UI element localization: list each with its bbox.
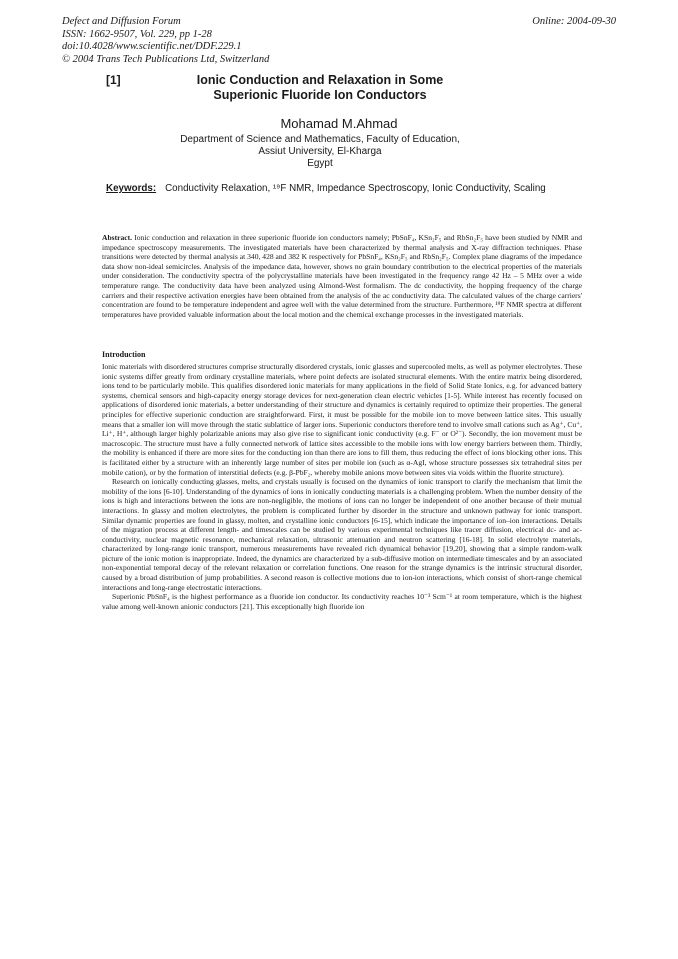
doi-line: doi:10.4028/www.scientific.net/DDF.229.1: [62, 41, 242, 52]
paper-title: Ionic Conduction and Relaxation in Some Superionic Fluoride Ion Conductors: [196, 73, 444, 102]
introduction-heading: Introduction: [102, 350, 146, 359]
intro-paragraph-1: Ionic materials with disordered structures comprise structurally disordered crystals, ionic glasses and supercooled melts, as well as polymer electrolytes. These ionic systems differ greatly from ordinary crystalline materials, where point defects are isolated structural elements. With the entire matrix being disordered, ions tend to be particularly mobile. This qualifies disordered ionic materials for many applications in the field of Solid State Ionics, e.g. for advanced battery systems, chemical sensors and high-capacity energy storage devices for next-generation clean electric vehicles [1-5]. While interest has recently focused on applications of disordered ionic materials, a better understanding of their structure and dynamics is certainly required to optimize their properties. The general principles for effective superionic conduction are straightforward. First, it must be possible for the mobile ion to move between lattice sites. This usually means that a smaller ion will move through the static sublattice of larger ions. Superionic conductors therefore tend to involve small cations such as Ag⁺, Cu⁺, Li⁺, H⁺, although larger highly polarizable anions may also give rise to significant ionic conductivity (e.g. F⁻ or O²⁻). Secondly, the ion movement must be macroscopic. The structure must have a fully connected network of lattice sites accessible to the mobile ions with low energy barriers between them. Thirdly, the mobility is enhanced if there are more sites for the conducting ion than there are ions to fill them, thus reducing the effect of ions blocking other ions. This is facilitated either by a structure with an inherently large number of sites per mobile ion (such as α-AgI, whose structure possesses six tetrahedral sites per mobile cation), or by the formation of interstitial defects (e.g. β-PbF₂, whereby mobile anions move between sites via voids within the fluorite structure).: [102, 362, 582, 477]
journal-name: Defect and Diffusion Forum: [62, 16, 181, 27]
keywords-label: Keywords:: [106, 183, 157, 194]
abstract-label: Abstract.: [102, 233, 132, 242]
abstract: [102, 233, 582, 319]
copyright-line: © 2004 Trans Tech Publications Ltd, Switzerland: [62, 53, 270, 65]
issn-line: ISSN: 1662-9507, Vol. 229, pp 1-28: [62, 28, 212, 40]
abstract-text: Ionic conduction and relaxation in three superionic fluoride ion conductors namely; PbSnF₄, KSn₂F₅ and RbSn₂F₅ have been studied by NMR and impedance spectroscopy measurements. The investigated materials have been characterized by thermal analysis and X-ray diffraction techniques. Phase transitions were detected by thermal analysis at 340, 428 and 382 K respectively for PbSnF₄, KSn₂F₅ and RbSn₂F₅. Complex plane diagrams of the impedance data show non-ideal semicircles. Analysis of the impedance data, however, shows no grain boundary contribution to the electrical properties of the materials under consideration. The conductivity spectra of the polycrystalline materials have been investigated in the frequency range 42 Hz – 5 MHz over a wide temperature range. The conductivity data have been analyzed using Almond-West formalism. The dc conductivity, the hopping frequency of the charge carriers and their respective activation energies have been obtained from the analysis of the ac conductivity data. The calculated values of the charge carriers' concentration are found to be temperature independent and agree well with the value determined from the structure. Furthermore, ¹⁹F NMR spectra at different temperatures have provided valuable information about the local motion and the chemical exchange processes in the investigated materials.: [102, 233, 583, 319]
paper-number: [1]: [106, 73, 121, 87]
intro-paragraph-3: Superionic PbSnF₄ is the highest performance as a fluoride ion conductor. Its conductivity reaches 10⁻³ Scm⁻¹ at room temperature, which is the highest value among well-known anionic conductors [21]. This exceptionally high fluoride ion: [102, 592, 582, 611]
keywords-block: [106, 183, 576, 195]
online-date: Online: 2004-09-30: [532, 16, 616, 27]
journal-header: [62, 16, 269, 66]
keywords-text: Conductivity Relaxation, ¹⁹F NMR, Impedance Spectroscopy, Ionic Conductivity, Scaling: [165, 183, 546, 194]
affiliation: [170, 134, 470, 170]
introduction-body: [102, 362, 582, 611]
affiliation-line-2: Assiut University, El-Kharga: [258, 146, 382, 157]
affiliation-line-1: Department of Science and Mathematics, Faculty of Education,: [180, 134, 460, 145]
intro-paragraph-2: Research on ionically conducting glasses, melts, and crystals usually is focused on the dynamics of ionic transport to clarify the mechanism that limit the mobility of the ions [6-10]. Understanding of the dynamics of ions in ionically conducting materials is a challenging problem. When the number density of the ions is high and interactions between the ions are non-negligible, the motions of ions can no longer be independent of one another because of their mutual interactions. In glassy and molten electrolytes, the problem is complicated further by disorder in the structure and unknown pathway for ionic transport. Similar dynamic properties are found in glassy, molten, and crystalline ionic conductors [6-15], which indicate the importance of ion–ion interactions. Details of the migration process at different length- and timescales can be studied by various experimental techniques like tracer diffusion, electrical dc- and ac-conductivity, nuclear magnetic resonance, mechanical relaxation, ultrasonic attenuation and neutron scattering [16-18]. In solid electrolyte materials, characterized by long-range ionic transport, numerous measurements have revealed rich dynamical behavior [19,20], showing that a simple random-walk picture of the ionic motion is inappropriate. Indeed, the dynamics are characterized by a sub-diffusive motion on intermediate timescales and by an associated non-exponential temporal decay of the relevant relaxation or correlation functions. One reason for the strange dynamics is the intrinsic structural disorder, caused by a broad distribution of jump probabilities. A second reason is collective motions due to ion-ion interactions, which consist of short-range chemical interactions and long-range electrostatic interactions.: [102, 477, 582, 592]
affiliation-line-3: Egypt: [307, 158, 333, 169]
author-name: Mohamad M.Ahmad: [280, 116, 398, 131]
